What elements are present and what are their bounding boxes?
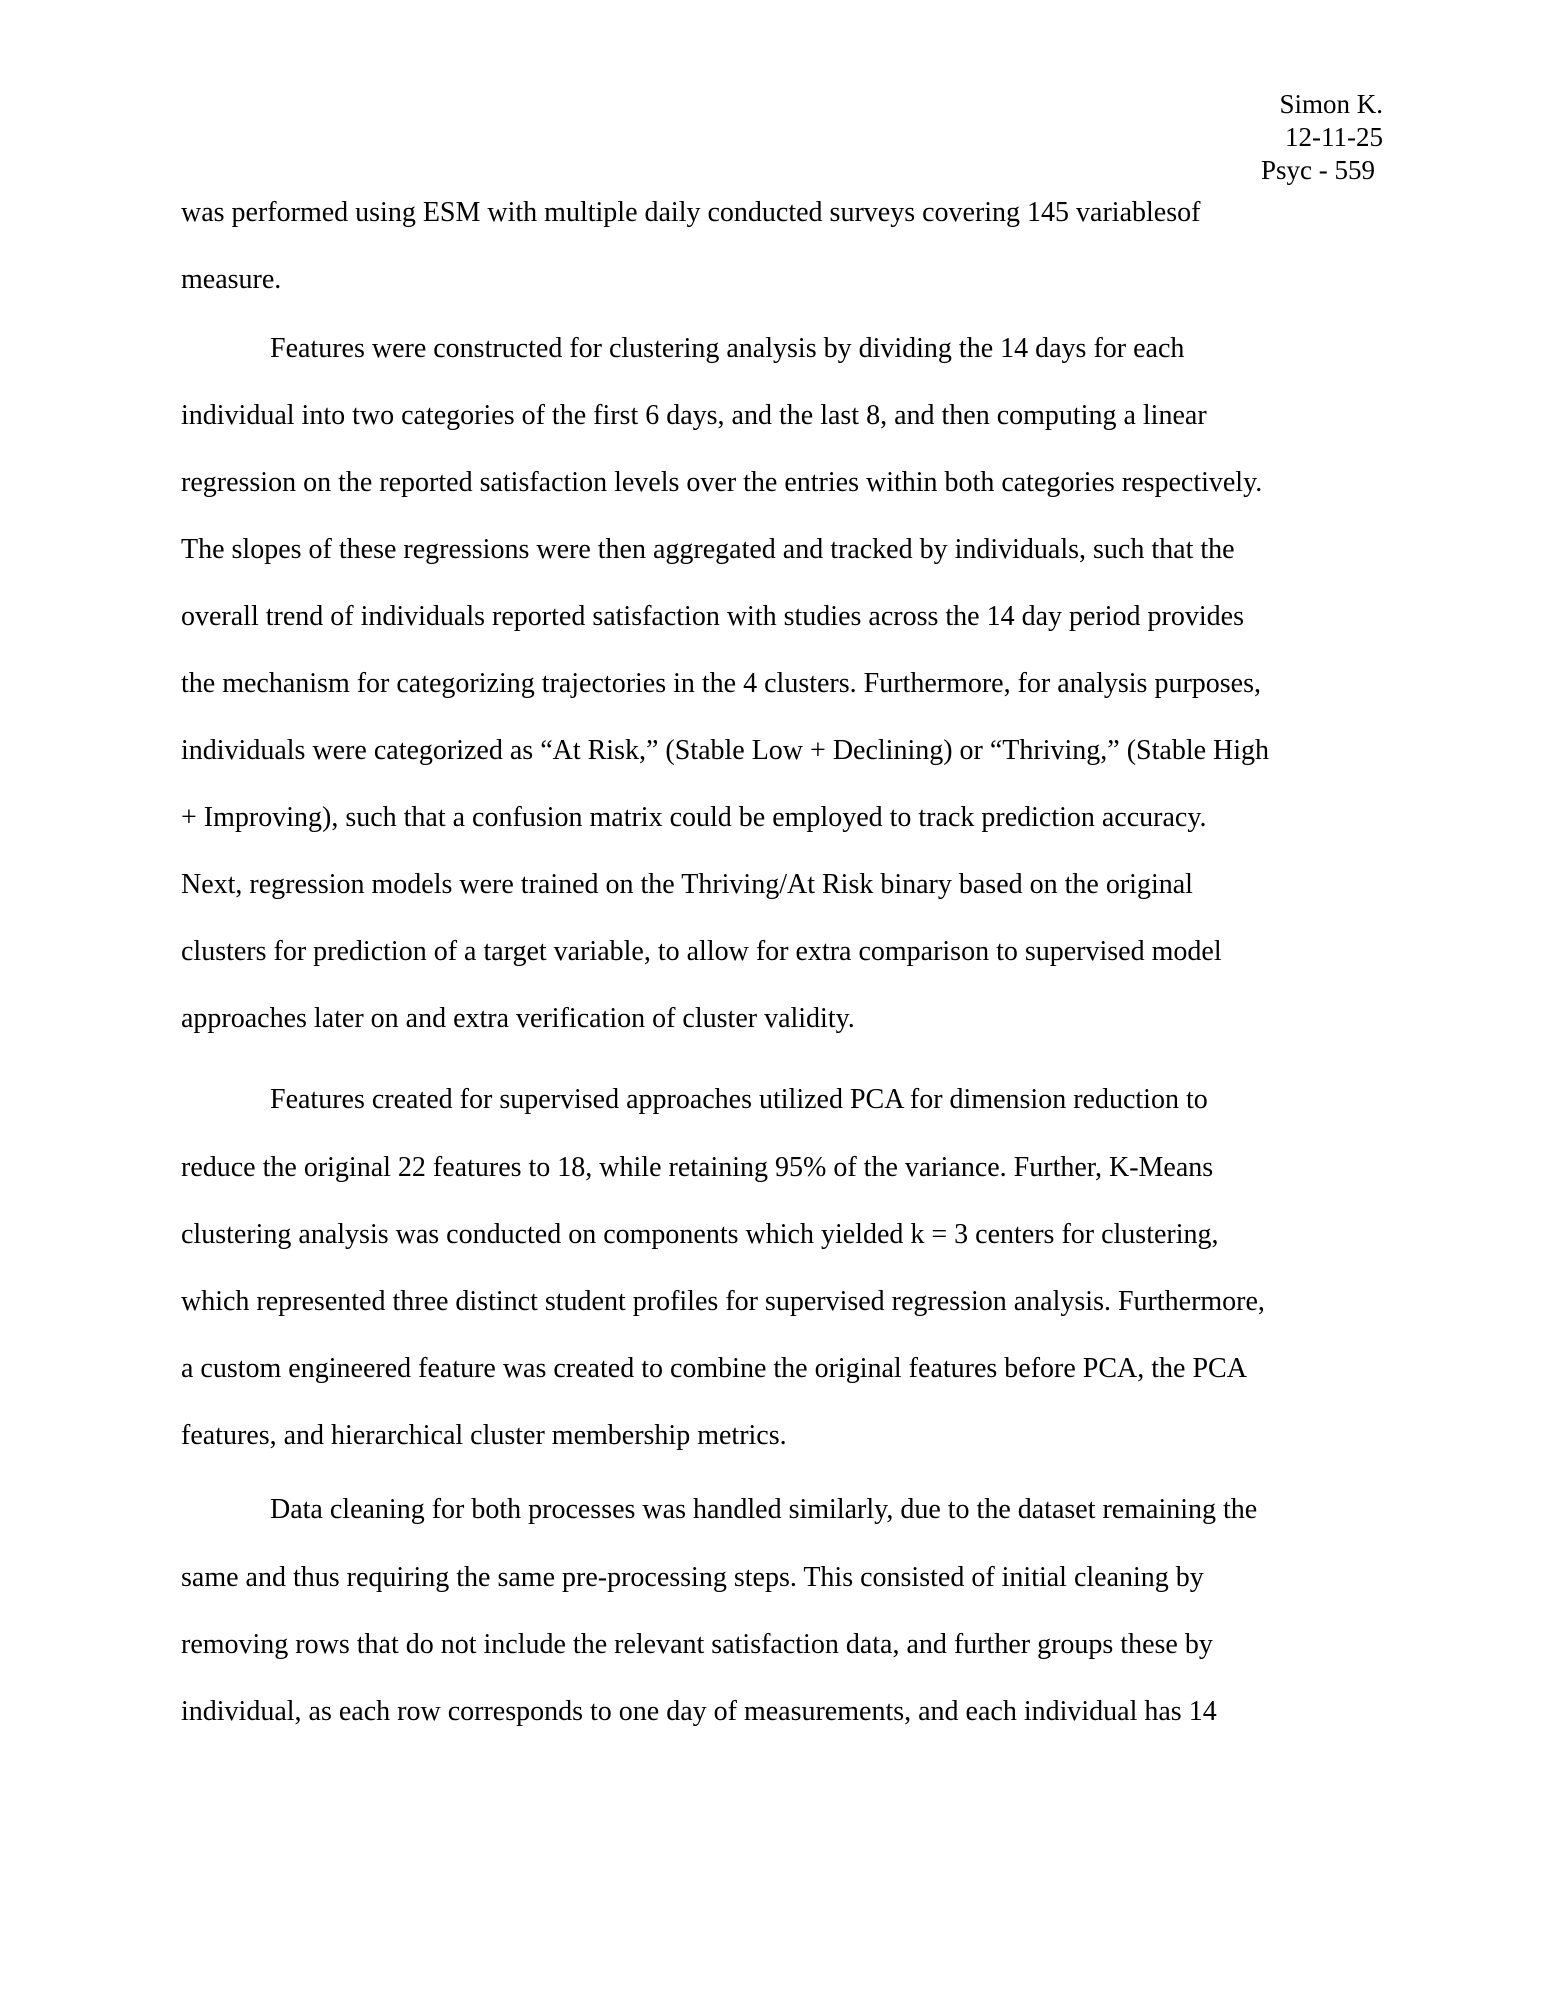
text-line: was performed using ESM with multiple daily conducted surveys covering 145 variablesof (181, 197, 1201, 228)
text-line: which represented three distinct student profiles for supervised regression analysis. Furthermore, (181, 1286, 1265, 1317)
text-line: regression on the reported satisfaction levels over the entries within both categories respectively. (181, 467, 1263, 498)
text-line: a custom engineered feature was created to combine the original features before PCA, the PCA (181, 1353, 1247, 1384)
paragraph-first-line: Features were constructed for clustering analysis by dividing the 14 days for each (270, 333, 1185, 364)
text-line: measure. (181, 264, 282, 295)
text-line: overall trend of individuals reported satisfaction with studies across the 14 day period provides (181, 601, 1244, 632)
header-date: 12-11-25 (1285, 122, 1383, 152)
text-line: clusters for prediction of a target variable, to allow for extra comparison to supervised model (181, 936, 1222, 967)
text-line: the mechanism for categorizing trajectories in the 4 clusters. Furthermore, for analysis purposes, (181, 668, 1261, 699)
paragraph-first-line: Features created for supervised approaches utilized PCA for dimension reduction to (270, 1084, 1208, 1115)
paragraph-first-line: Data cleaning for both processes was handled similarly, due to the dataset remaining the (270, 1494, 1258, 1525)
text-line: Next, regression models were trained on the Thriving/At Risk binary based on the original (181, 869, 1193, 900)
text-line: individuals were categorized as “At Risk,” (Stable Low + Declining) or “Thriving,” (Stable High (181, 735, 1270, 766)
text-line: reduce the original 22 features to 18, while retaining 95% of the variance. Further, K-Means (181, 1152, 1214, 1183)
text-line: features, and hierarchical cluster membership metrics. (181, 1420, 787, 1451)
header-author: Simon K. (1279, 89, 1383, 119)
text-line: individual into two categories of the first 6 days, and the last 8, and then computing a linear (181, 400, 1207, 431)
text-line: removing rows that do not include the relevant satisfaction data, and further groups these by (181, 1629, 1213, 1660)
header-course: Psyc - 559 (1261, 155, 1375, 185)
text-line: approaches later on and extra verification of cluster validity. (181, 1003, 855, 1034)
text-line: individual, as each row corresponds to one day of measurements, and each individual has 14 (181, 1696, 1217, 1727)
text-line: clustering analysis was conducted on components which yielded k = 3 centers for clustering, (181, 1219, 1219, 1250)
text-line: The slopes of these regressions were then aggregated and tracked by individuals, such that the (181, 534, 1235, 565)
page-header (1261, 88, 1383, 187)
text-line: + Improving), such that a confusion matrix could be employed to track prediction accuracy. (181, 802, 1207, 833)
text-line: same and thus requiring the same pre-processing steps. This consisted of initial cleaning by (181, 1562, 1204, 1593)
